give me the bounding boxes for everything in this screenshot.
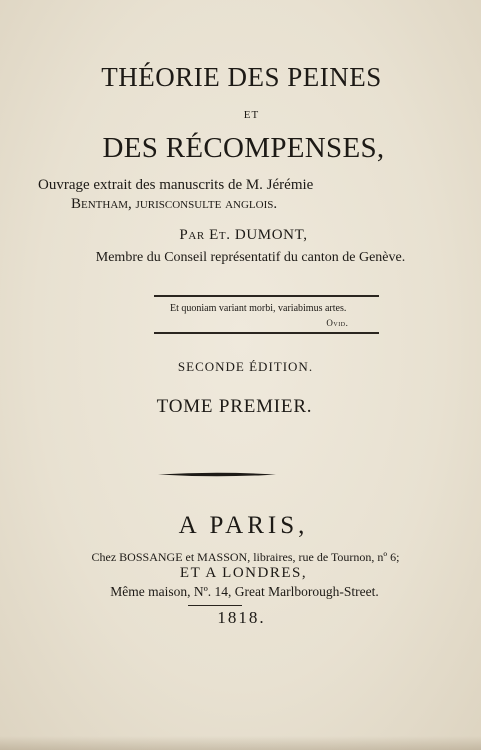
volume: TOME PREMIER. xyxy=(156,396,313,417)
year: 1818. xyxy=(217,608,266,627)
subtitle xyxy=(38,176,458,214)
page-edge-shadow xyxy=(0,736,481,750)
epigraph-author: Ovid. xyxy=(326,318,349,328)
epigraph-text: Et quoniam variant morbi, variabimus artes. xyxy=(170,303,347,314)
subtitle-line-2: Bentham, jurisconsulte anglois. xyxy=(71,196,278,212)
title-conjunction: ET xyxy=(243,109,260,121)
ornament-rule xyxy=(158,472,276,477)
city: A PARIS, xyxy=(178,512,309,539)
epigraph-top-rule xyxy=(154,295,379,297)
edition: SECONDE ÉDITION. xyxy=(177,359,314,374)
subtitle-line-1: Ouvrage extrait des manuscrits de M. Jérémie xyxy=(38,177,314,193)
year-rule xyxy=(188,605,242,606)
maison-line: Même maison, Nº. 14, Great Marlborough-Street. xyxy=(110,584,379,599)
member-line: Membre du Conseil représentatif du canton de Genève. xyxy=(95,250,406,265)
publisher-line: Chez BOSSANGE et MASSON, libraires, rue de Tournon, nº 6; xyxy=(91,550,400,564)
london-line: ET A LONDRES, xyxy=(179,565,308,581)
epigraph xyxy=(170,302,349,330)
title-line-1: THÉORIE DES PEINES xyxy=(101,62,382,92)
author-line: Par Et. DUMONT, xyxy=(179,227,308,243)
epigraph-bottom-rule xyxy=(154,332,379,334)
title-line-2: DES RÉCOMPENSES, xyxy=(102,132,385,164)
